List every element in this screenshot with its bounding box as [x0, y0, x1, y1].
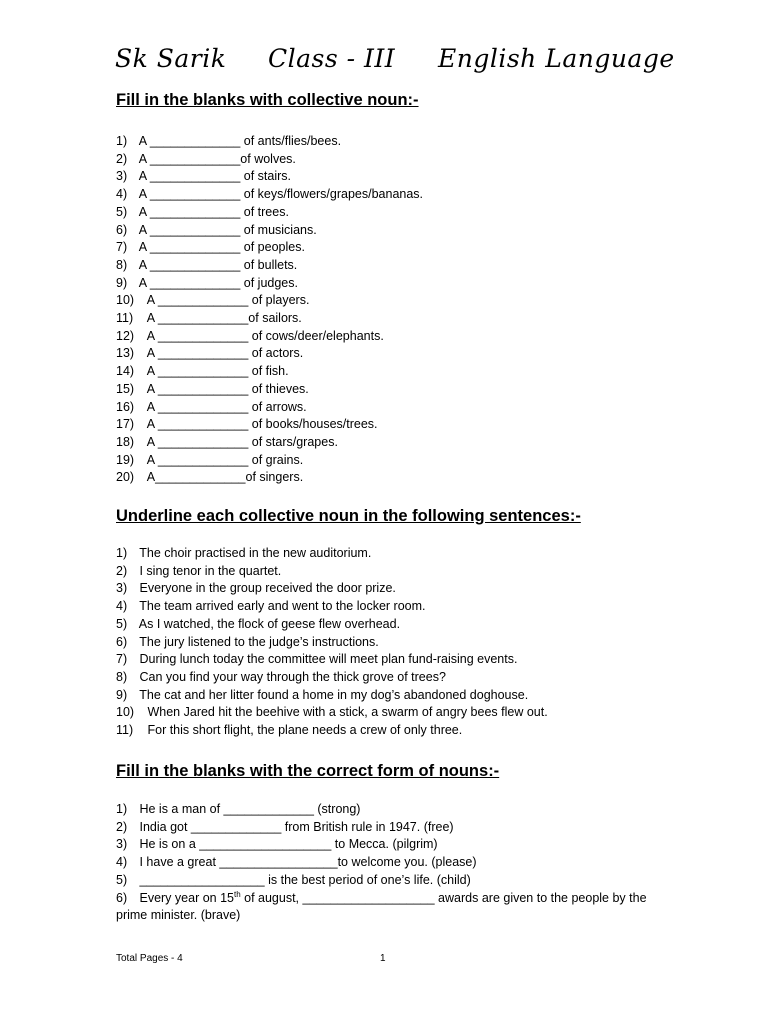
item-number: 5) — [116, 616, 128, 631]
list-item — [116, 722, 676, 740]
item-text: A _____________ of bullets. — [138, 257, 298, 272]
item-number: 6) — [116, 890, 128, 905]
item-text: A _____________ of stars/grapes. — [146, 434, 338, 449]
item-text: A _____________ of cows/deer/elephants. — [146, 328, 384, 343]
item-number: 11) — [116, 311, 134, 326]
list-item — [116, 890, 676, 925]
footer-total-pages: Total Pages - 4 — [116, 953, 183, 964]
class-label: Class - III — [268, 44, 396, 73]
item-text: When Jared hit the beehive with a stick, a swarm of angry bees flew out. — [147, 705, 548, 720]
item-number: 1) — [116, 802, 128, 816]
item-text: Can you find your way through the thick grove of trees? — [139, 669, 446, 684]
item-text: He is on a ___________________ to Mecca. (pilgrim) — [139, 837, 438, 852]
item-number: 11) — [116, 723, 134, 738]
item-number: 17) — [116, 417, 135, 432]
footer-page-number: 1 — [380, 953, 386, 964]
list-item — [116, 363, 676, 381]
section-heading-underline: Underline each collective noun in the following sentences:- — [116, 507, 581, 525]
list-item — [116, 836, 676, 854]
item-text: A _____________ of thieves. — [146, 381, 309, 396]
item-number: 3) — [116, 837, 128, 852]
item-number: 5) — [116, 204, 128, 219]
list-item — [116, 186, 676, 204]
collective-noun-blanks-list — [116, 133, 676, 487]
list-item — [116, 399, 676, 417]
section-heading-collective-noun: Fill in the blanks with collective noun:- — [116, 91, 419, 109]
item-number: 2) — [116, 819, 128, 834]
list-item — [116, 669, 676, 687]
list-item — [116, 133, 676, 151]
list-item — [116, 704, 676, 722]
item-number: 8) — [116, 669, 128, 684]
item-number: 2) — [116, 563, 128, 578]
item-number: 6) — [116, 222, 128, 237]
item-text: A _____________of wolves. — [138, 151, 296, 166]
item-text: For this short flight, the plane needs a crew of only three. — [147, 723, 463, 738]
item-text: A _____________ of ants/flies/bees. — [138, 134, 342, 148]
list-item — [116, 434, 676, 452]
list-item — [116, 381, 676, 399]
item-number: 13) — [116, 346, 135, 361]
item-text: A _____________ of judges. — [138, 275, 298, 290]
item-text: Everyone in the group received the door prize. — [139, 581, 396, 596]
item-number: 8) — [116, 257, 128, 272]
list-item — [116, 563, 676, 581]
item-text: I have a great _________________to welcome you. (please) — [139, 855, 477, 870]
item-text: A _____________ of keys/flowers/grapes/bananas. — [138, 187, 424, 202]
item-text: The choir practised in the new auditorium. — [139, 546, 372, 560]
list-item — [116, 292, 676, 310]
item-number: 2) — [116, 151, 128, 166]
list-item — [116, 801, 676, 819]
item-number: 15) — [116, 381, 135, 396]
item-text: A _____________ of players. — [146, 293, 310, 308]
item-text: The team arrived early and went to the locker room. — [139, 599, 426, 614]
list-item — [116, 345, 676, 363]
list-item — [116, 204, 676, 222]
item-number: 1) — [116, 134, 128, 148]
list-item — [116, 687, 676, 705]
list-item — [116, 469, 676, 487]
item-text: The jury listened to the judge’s instructions. — [139, 634, 379, 649]
item-text: A _____________of sailors. — [146, 311, 302, 326]
item-text: A _____________ of peoples. — [138, 240, 305, 255]
item-number: 3) — [116, 581, 128, 596]
item-number: 16) — [116, 399, 135, 414]
item-number: 19) — [116, 452, 135, 467]
item-text-after: of august, ___________________ awards are given to the people by the prime minister. (brave) — [116, 890, 647, 923]
item-number: 4) — [116, 599, 128, 614]
list-item — [116, 275, 676, 293]
item-number: 14) — [116, 364, 135, 379]
student-name: Sk Sarik — [115, 44, 227, 73]
item-number: 7) — [116, 240, 128, 255]
item-number: 12) — [116, 328, 135, 343]
list-item — [116, 651, 676, 669]
item-text: A _____________ of actors. — [146, 346, 304, 361]
list-item — [116, 222, 676, 240]
underline-sentences-list — [116, 545, 676, 740]
item-text: A _____________ of trees. — [138, 204, 289, 219]
noun-forms-blanks-list — [116, 801, 676, 925]
list-item — [116, 819, 676, 837]
list-item — [116, 151, 676, 169]
item-text: The cat and her litter found a home in my dog’s abandoned doghouse. — [139, 687, 529, 702]
list-item — [116, 239, 676, 257]
item-text: A _____________ of grains. — [146, 452, 304, 467]
list-item — [116, 257, 676, 275]
list-item — [116, 328, 676, 346]
item-number: 10) — [116, 705, 135, 720]
item-text: India got _____________ from British rule in 1947. (free) — [139, 819, 454, 834]
subject-label: English Language — [438, 44, 675, 73]
list-item — [116, 872, 676, 890]
list-item — [116, 452, 676, 470]
item-text: __________________ is the best period of one’s life. (child) — [139, 872, 471, 887]
item-number: 4) — [116, 855, 128, 870]
item-text: A_____________of singers. — [146, 470, 304, 485]
list-item — [116, 580, 676, 598]
list-item — [116, 598, 676, 616]
list-item — [116, 634, 676, 652]
item-text-before: Every year on 15 — [139, 890, 234, 905]
item-number: 3) — [116, 169, 128, 184]
list-item — [116, 310, 676, 328]
item-text: A _____________ of musicians. — [138, 222, 317, 237]
item-text: A _____________ of books/houses/trees. — [146, 417, 378, 432]
list-item — [116, 416, 676, 434]
item-number: 9) — [116, 275, 128, 290]
item-text: A _____________ of fish. — [146, 364, 289, 379]
item-number: 1) — [116, 546, 128, 560]
list-item — [116, 854, 676, 872]
item-number: 4) — [116, 187, 128, 202]
item-text: A _____________ of arrows. — [146, 399, 307, 414]
item-number: 6) — [116, 634, 128, 649]
item-number: 10) — [116, 293, 135, 308]
item-number: 5) — [116, 872, 128, 887]
item-number: 18) — [116, 434, 135, 449]
item-text: A _____________ of stairs. — [138, 169, 292, 184]
ordinal-suffix: th — [233, 889, 241, 899]
list-item — [116, 168, 676, 186]
item-number: 9) — [116, 687, 128, 702]
item-number: 20) — [116, 470, 135, 485]
item-text: I sing tenor in the quartet. — [139, 563, 282, 578]
list-item — [116, 616, 676, 634]
item-text: As I watched, the flock of geese flew overhead. — [138, 616, 401, 631]
item-number: 7) — [116, 652, 128, 667]
item-text: He is a man of _____________ (strong) — [139, 802, 361, 816]
item-text: During lunch today the committee will meet plan fund-raising events. — [139, 652, 518, 667]
list-item — [116, 545, 676, 563]
section-heading-noun-forms: Fill in the blanks with the correct form of nouns:- — [116, 762, 500, 780]
